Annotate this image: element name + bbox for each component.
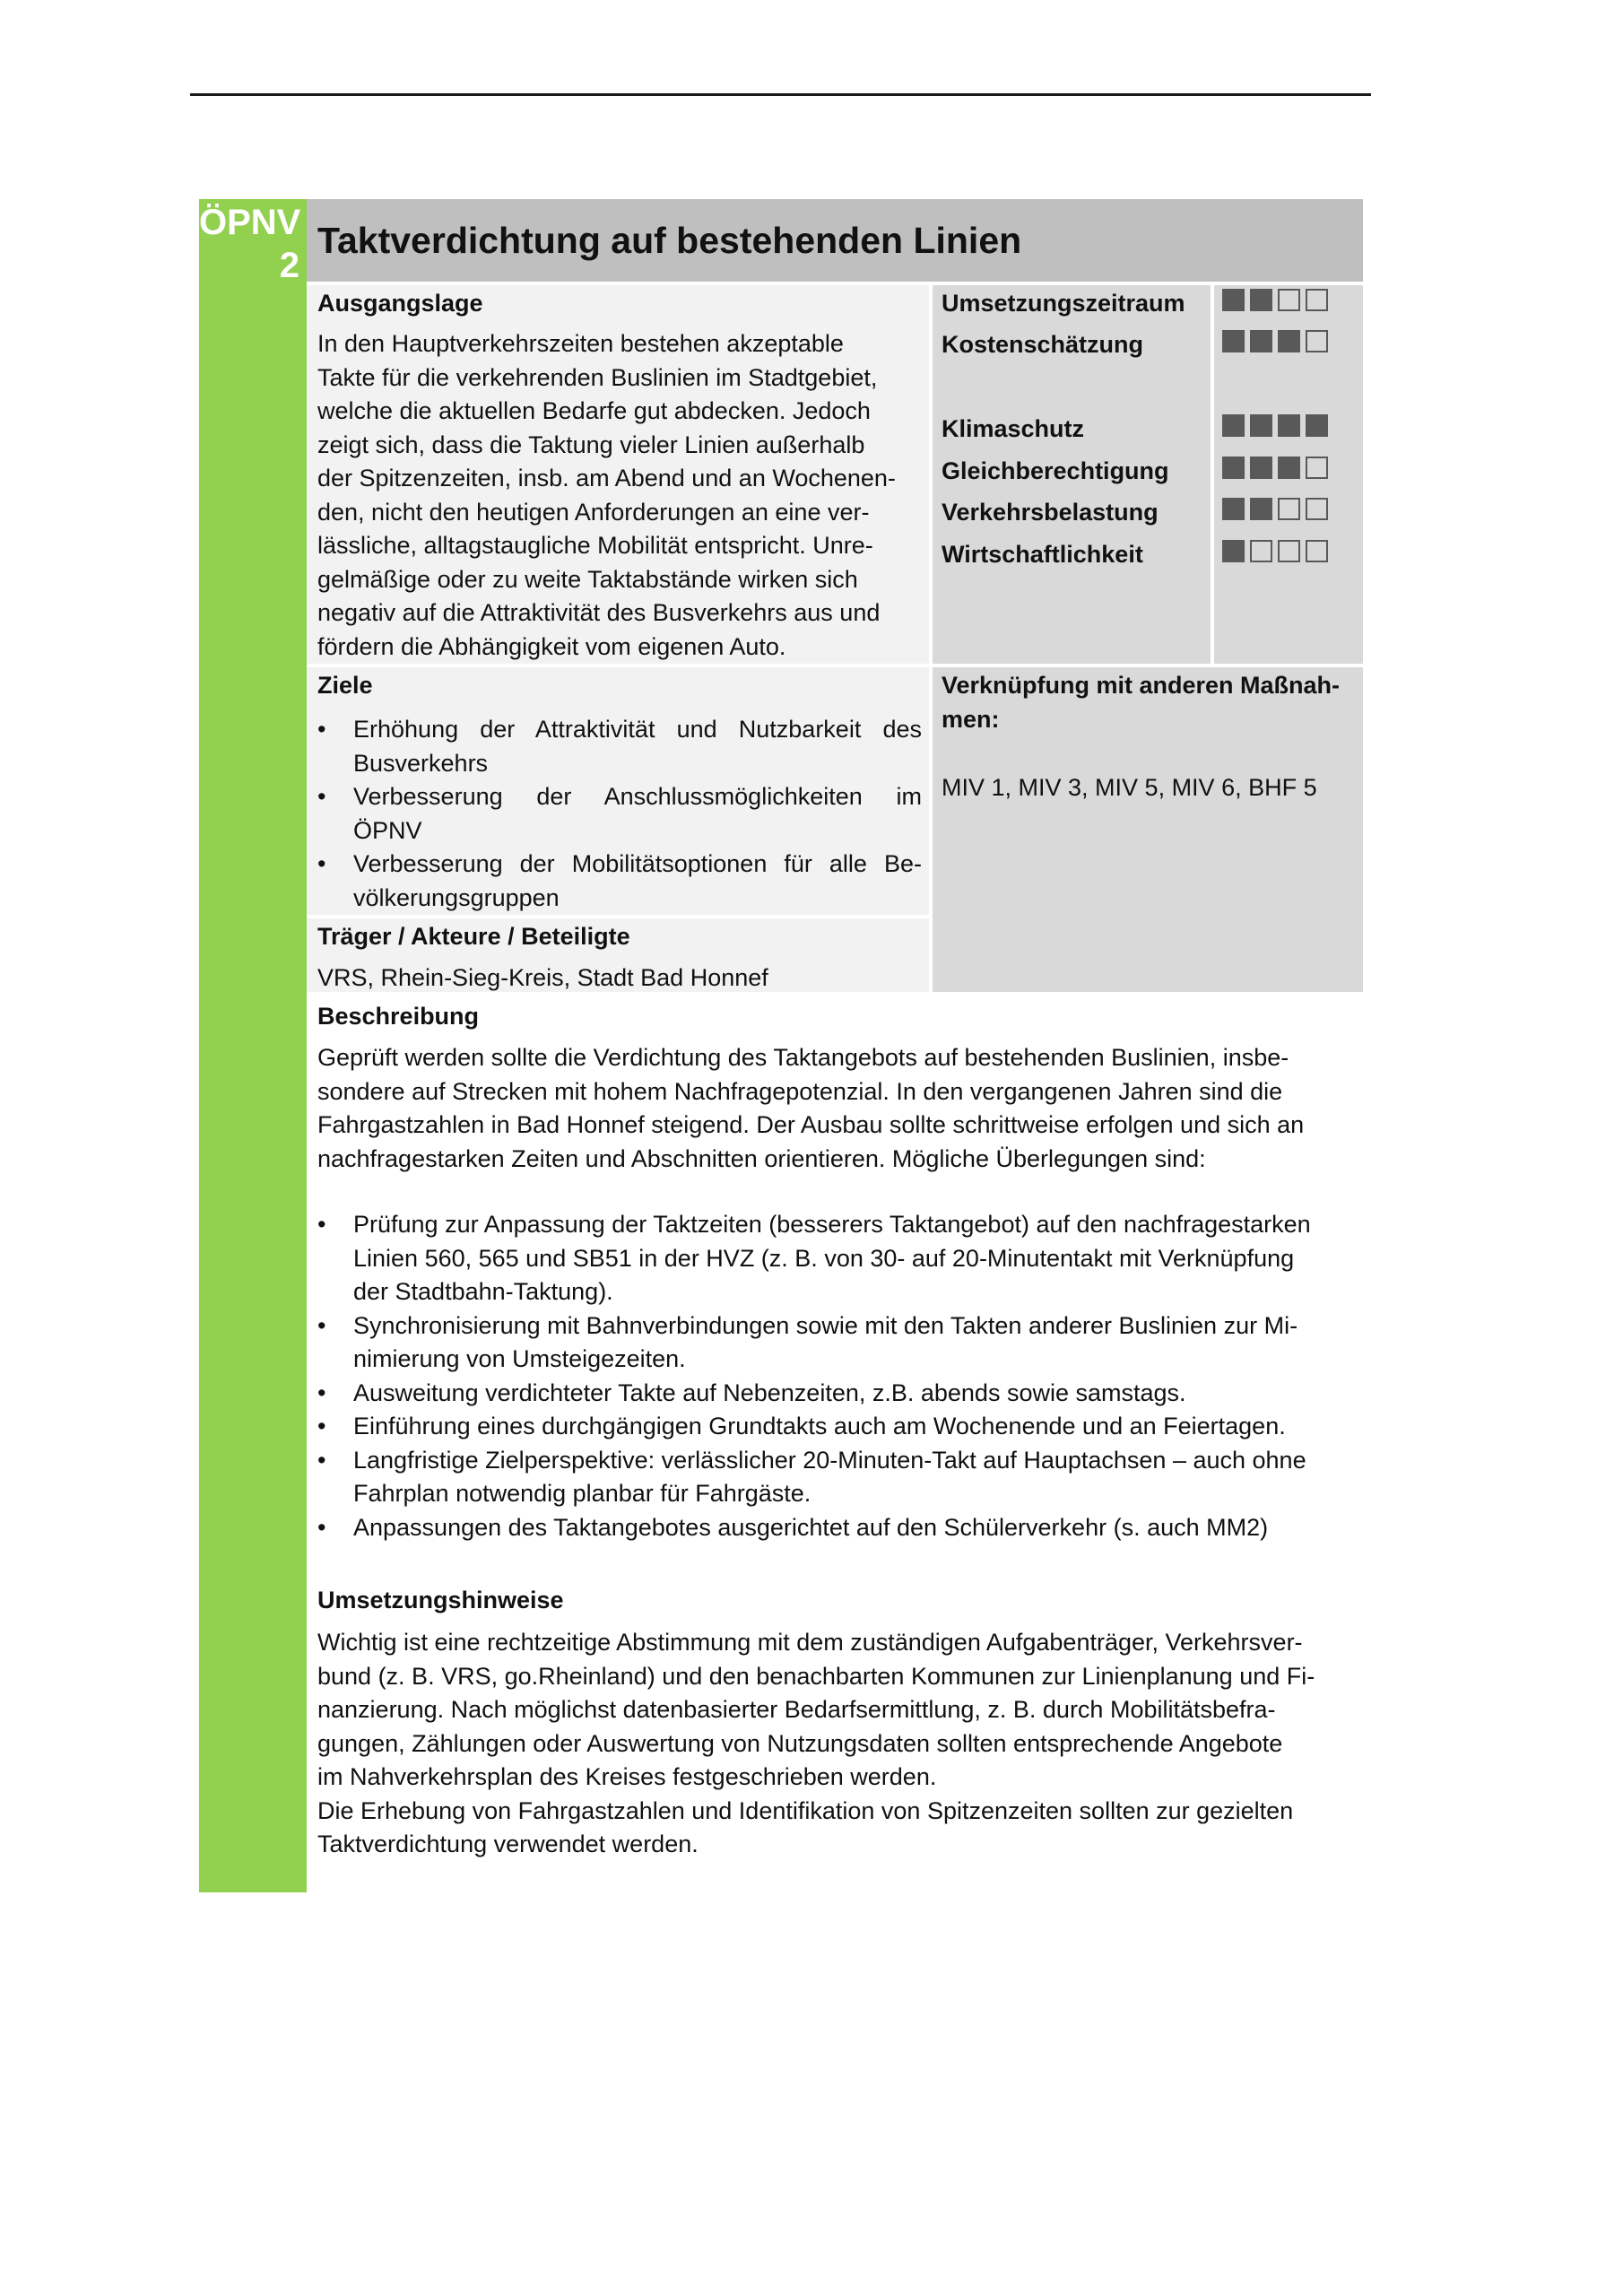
ziele-item <box>317 848 922 915</box>
beschreibung-bullet-line: der Stadtbahn-Taktung). <box>353 1278 613 1305</box>
beschreibung-bullet-line: • Ausweitung verdichteter Takte auf Nebenzeiten, z.B. abends sowie samstags. <box>353 1378 1186 1406</box>
umsetzung-line: nanzierung. Nach möglichst datenbasierter Bedarfsermittlung, z. B. durch Mobilitätsbefra- <box>317 1696 1276 1723</box>
traeger-text: VRS, Rhein-Sieg-Kreis, Stadt Bad Honnef <box>317 964 768 991</box>
umsetzung-line: Die Erhebung von Fahrgastzahlen und Identifikation von Spitzenzeiten sollten zur gezielten <box>317 1796 1294 1824</box>
category-sidebar <box>199 199 307 1892</box>
rating-square-filled <box>1278 457 1300 479</box>
beschreibung-bullet-item <box>317 1511 1311 1545</box>
beschreibung-bullet-line: nimierung von Umsteigezeiten. <box>353 1345 686 1372</box>
header-rule <box>190 93 1371 96</box>
ziele-list <box>317 713 922 915</box>
beschreibung-line: Geprüft werden sollte die Verdichtung des Taktangebots auf bestehenden Buslinien, insbe- <box>317 1044 1289 1071</box>
category-number: 2 <box>279 246 299 285</box>
rating-square-filled <box>1278 414 1300 437</box>
beschreibung-bullet-item <box>317 1208 1311 1309</box>
rating-square-empty <box>1278 540 1300 562</box>
rating-square-empty <box>1306 498 1328 520</box>
rating-square-empty <box>1306 457 1328 479</box>
rating-square-empty <box>1306 289 1328 311</box>
ausgangslage-line: negativ auf die Attraktivität des Busverkehrs aus und <box>317 599 881 626</box>
rating-square-filled <box>1278 330 1300 352</box>
beschreibung-bullet-item <box>317 1377 1311 1411</box>
rating-row <box>1222 414 1328 437</box>
beschreibung-bullet-line: Linien 560, 565 und SB51 in der HVZ (z. B. von 30- auf 20-Minutentakt mit Verknüpfung <box>353 1244 1295 1272</box>
rating-square-filled <box>1306 414 1328 437</box>
ausgangslage-line: Takte für die verkehrenden Buslinien im Stadtgebiet, <box>317 363 878 391</box>
verknuepfung-text: MIV 1, MIV 3, MIV 5, MIV 6, BHF 5 <box>942 774 1317 801</box>
ziele-item <box>317 713 922 780</box>
ausgangslage-line: In den Hauptverkehrszeiten bestehen akzeptable <box>317 330 844 357</box>
rating-square-filled <box>1222 414 1245 437</box>
category-label <box>199 201 299 287</box>
rating-label-umsetzungszeitraum: Umsetzungszeitraum <box>942 290 1185 317</box>
beschreibung-text <box>317 1041 1304 1176</box>
rating-row <box>1222 498 1328 520</box>
rating-square-filled <box>1222 457 1245 479</box>
umsetzung-line: Taktverdichtung verwendet werden. <box>317 1831 699 1857</box>
rating-square-filled <box>1250 330 1272 352</box>
beschreibung-bullet-line: • Langfristige Zielperspektive: verlässlicher 20-Minuten-Takt auf Hauptachsen – auch ohne <box>353 1446 1306 1474</box>
rating-square-filled <box>1250 498 1272 520</box>
rating-square-empty <box>1278 289 1300 311</box>
umsetzung-line: gungen, Zählungen oder Auswertung von Nutzungsdaten sollten entsprechende Angebote <box>317 1729 1283 1757</box>
ausgangslage-line: zeigt sich, dass die Taktung vieler Linien außerhalb <box>317 430 865 458</box>
beschreibung-bullet-line: • Synchronisierung mit Bahnverbindungen sowie mit den Takten anderer Buslinien zur Mi- <box>353 1311 1298 1339</box>
beschreibung-bullets <box>317 1208 1311 1544</box>
umsetzung-heading: Umsetzungshinweise <box>317 1587 564 1613</box>
umsetzung-text <box>317 1626 1315 1862</box>
beschreibung-bullet-item <box>317 1410 1311 1444</box>
verknuepfung-heading-line: men: <box>942 705 1000 733</box>
ausgangslage-line: lässliche, alltagstaugliche Mobilität entspricht. Unre- <box>317 532 873 559</box>
rating-square-empty <box>1306 330 1328 352</box>
rating-label-klimaschutz: Klimaschutz <box>942 415 1085 442</box>
rating-row <box>1222 289 1328 311</box>
rating-square-filled <box>1250 457 1272 479</box>
rating-square-filled <box>1222 540 1245 562</box>
beschreibung-bullet-line: • Anpassungen des Taktangebotes ausgerichtet auf den Schülerverkehr (s. auch MM2) <box>353 1513 1269 1541</box>
rating-label-wirtschaftlichkeit: Wirtschaftlichkeit <box>942 541 1143 568</box>
traeger-heading: Träger / Akteure / Beteiligte <box>317 923 630 950</box>
rating-square-filled <box>1250 289 1272 311</box>
rating-label-gleichberechtigung: Gleichberechtigung <box>942 457 1169 484</box>
ausgangslage-line: fördern die Abhängigkeit vom eigenen Auto. <box>317 632 786 660</box>
rating-row <box>1222 540 1328 562</box>
rating-row <box>1222 457 1328 479</box>
rating-row <box>1222 330 1328 352</box>
verknuepfung-heading-line: Verknüpfung mit anderen Maßnah- <box>942 672 1341 699</box>
ausgangslage-line: gelmäßige oder zu weite Taktabstände wirken sich <box>317 565 858 593</box>
beschreibung-line: nachfragestarken Zeiten und Abschnitten orientieren. Mögliche Überlegungen sind: <box>317 1144 1206 1172</box>
umsetzung-line: Wichtig ist eine rechtzeitige Abstimmung mit dem zuständigen Aufgabenträger, Verkehrsver- <box>317 1629 1303 1656</box>
umsetzung-line: im Nahverkehrsplan des Kreises festgeschrieben werden. <box>317 1763 937 1790</box>
rating-label-kostenschaetzung: Kostenschätzung <box>942 331 1144 358</box>
measure-title: Taktverdichtung auf bestehenden Linien <box>317 220 1022 261</box>
ziele-item-line: völkerungsgruppen <box>353 883 560 911</box>
rating-square-filled <box>1222 289 1245 311</box>
ziele-item-line: • Erhöhung der Attraktivität und Nutzbarkeit des <box>353 716 922 743</box>
ziele-item-line: ÖPNV <box>353 816 422 844</box>
beschreibung-bullet-line: • Prüfung zur Anpassung der Taktzeiten (besserers Taktangebot) auf den nachfragestarken <box>353 1211 1311 1238</box>
beschreibung-heading: Beschreibung <box>317 1003 480 1030</box>
beschreibung-bullet-line: • Einführung eines durchgängigen Grundtakts auch am Wochenende und an Feiertagen. <box>353 1413 1286 1439</box>
ausgangslage-line: den, nicht den heutigen Anforderungen an eine ver- <box>317 498 870 526</box>
umsetzung-line: bund (z. B. VRS, go.Rheinland) und den benachbarten Kommunen zur Linienplanung und Fi- <box>317 1662 1315 1690</box>
rating-square-filled <box>1222 498 1245 520</box>
beschreibung-line: sondere auf Strecken mit hohem Nachfragepotenzial. In den vergangenen Jahren sind die <box>317 1077 1283 1105</box>
ziele-item-line: Busverkehrs <box>353 749 489 777</box>
rating-square-empty <box>1278 498 1300 520</box>
rating-square-filled <box>1222 330 1245 352</box>
ziele-item-line: • Verbesserung der Mobilitätsoptionen für alle Be- <box>353 850 922 877</box>
rating-label-verkehrsbelastung: Verkehrsbelastung <box>942 499 1159 526</box>
category-name: ÖPNV <box>199 203 301 242</box>
ausgangslage-text <box>317 327 896 664</box>
beschreibung-line: Fahrgastzahlen in Bad Honnef steigend. Der Ausbau sollte schrittweise erfolgen und sich an <box>317 1111 1305 1138</box>
ziele-heading: Ziele <box>317 672 373 699</box>
beschreibung-bullet-item <box>317 1309 1311 1377</box>
beschreibung-bullet-line: Fahrplan notwendig planbar für Fahrgäste. <box>353 1480 812 1507</box>
beschreibung-bullet-item <box>317 1444 1311 1511</box>
ziele-item <box>317 780 922 848</box>
rating-square-empty <box>1250 540 1272 562</box>
verknuepfung-heading <box>942 669 1340 736</box>
rating-square-filled <box>1250 414 1272 437</box>
ziele-item-line: • Verbesserung der Anschlussmöglichkeiten im <box>353 783 922 810</box>
ausgangslage-line: welche die aktuellen Bedarfe gut abdecken. Jedoch <box>317 397 871 424</box>
ausgangslage-heading: Ausgangslage <box>317 290 483 317</box>
ausgangslage-line: der Spitzenzeiten, insb. am Abend und an Wochenen- <box>317 465 896 491</box>
rating-square-empty <box>1306 540 1328 562</box>
